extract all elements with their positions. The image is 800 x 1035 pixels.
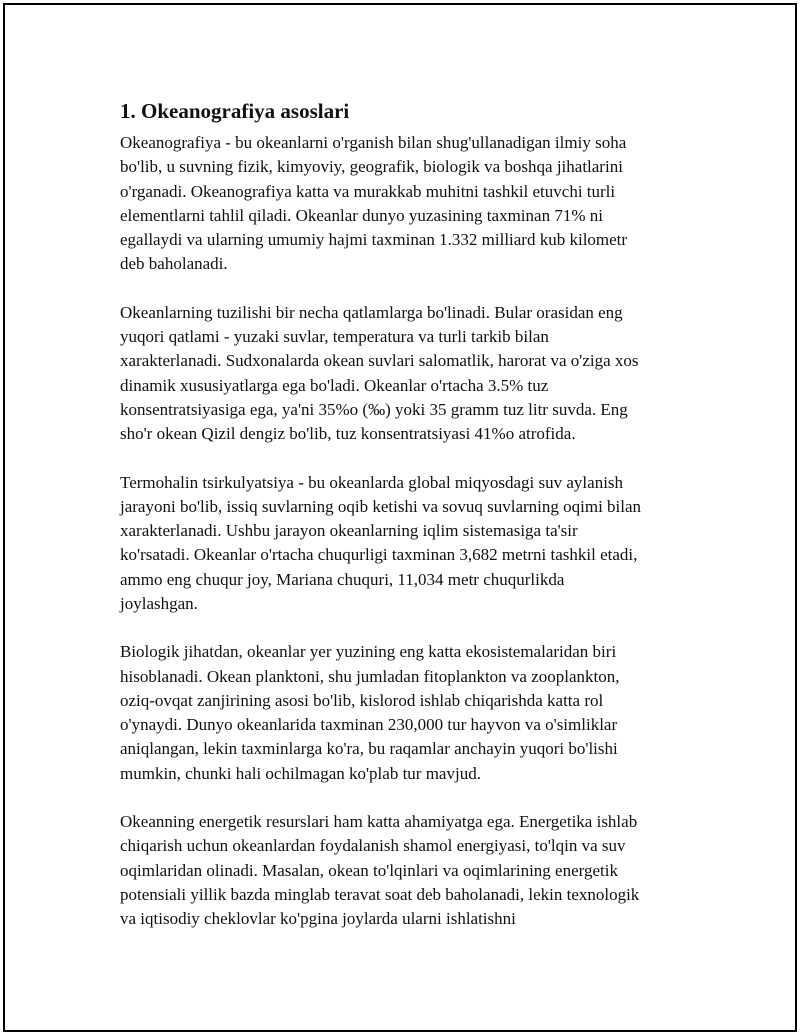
text-line: hisoblanadi. Okean planktoni, shu jumladan fitoplankton va zooplankton, [120,666,620,686]
text-line: oqimlaridan olinadi. Masalan, okean to'lqinlari va oqimlarining energetik [120,860,618,880]
text-line: konsentratsiyasiga ega, ya'ni 35%o (‰) yoki 35 gramm tuz litr suvda. Eng [120,399,628,419]
text-line: Okeanlarning tuzilishi bir necha qatlamlarga bo'linadi. Bular orasidan eng [120,302,623,322]
paragraph-ocean-layers [120,301,692,447]
text-line: ko'rsatadi. Okeanlar o'rtacha chuqurligi taxminan 3,682 metrni tashkil etadi, [120,545,638,565]
text-line: egallaydi va ularning umumiy hajmi taxminan 1.332 milliard kub kilometr [120,230,628,249]
text-line: va iqtisodiy cheklovlar ko'pgina joylarda ularni ishlatishni [120,909,516,928]
text-line: dinamik xususiyatlarga ega bo'ladi. Okeanlar o'rtacha 3.5% tuz [120,375,549,395]
text-line: sho'r okean Qizil dengiz bo'lib, tuz konsentratsiyasi 41%o atrofida. [120,424,576,443]
text-line: Biologik jihatdan, okeanlar yer yuzining eng katta ekosistemalaridan biri [120,642,617,662]
paragraph-thermohaline-circulation [120,471,692,617]
text-line: mumkin, chunki hali ochilmagan ko'plab tur mavjud. [120,763,481,783]
text-line: aniqlangan, lekin taxminlarga ko'ra, bu raqamlar anchayin yuqori bo'lishi [120,739,618,759]
text-line: o'ynaydi. Dunyo okeanlarida taxminan 230,000 tur hayvon va o'simliklar [120,715,618,734]
text-line: Okeanografiya - bu okeanlarni o'rganish bilan shug'ullanadigan ilmiy soha [120,133,627,152]
text-line: oziq-ovqat zanjirining asosi bo'lib, kislorod ishlab chiqarishda katta rol [120,690,604,710]
text-line: potensiali yillik bazda minglab teravat soat deb baholanadi, lekin texnologik [120,884,640,904]
text-line: joylashgan. [120,593,198,613]
text-line: jarayoni bo'lib, issiq suvlarning oqib ketishi va sovuq suvlarning oqimi bilan [120,496,642,516]
text-line: xarakterlanadi. Ushbu jarayon okeanlarning iqlim sistemasiga ta'sir [120,521,578,540]
text-line: ammo eng chuqur joy, Mariana chuquri, 11,034 metr chuqurlikda [120,569,565,589]
text-line: yuqori qatlami - yuzaki suvlar, temperatura va turli tarkib bilan [120,327,549,346]
text-line: o'rganadi. Okeanografiya katta va murakkab muhitni tashkil etuvchi turli [120,181,616,201]
document-body [120,97,692,956]
text-line: bo'lib, u suvning fizik, kimyoviy, geografik, biologik va boshqa jihatlarini [120,157,623,177]
paragraph-biology [120,640,692,786]
text-line: Okeanning energetik resurslari ham katta ahamiyatga ega. Energetika ishlab [120,812,638,831]
text-line: xarakterlanadi. Sudxonalarda okean suvlari salomatlik, harorat va o'ziga xos [120,351,639,371]
text-line: elementlarni tahlil qiladi. Okeanlar dunyo yuzasining taxminan 71% ni [120,205,603,225]
paragraph-energy-resources [120,810,692,931]
section-heading: 1. Okeanografiya asoslari [120,99,350,123]
paragraph-oceanography-intro [120,131,692,277]
text-line: Termohalin tsirkulyatsiya - bu okeanlarda global miqyosdagi suv aylanish [120,472,624,492]
text-line: deb baholanadi. [120,254,228,274]
page-frame [3,3,797,1032]
text-line: chiqarish uchun okeanlardan foydalanish shamol energiyasi, to'lqin va suv [120,836,626,856]
